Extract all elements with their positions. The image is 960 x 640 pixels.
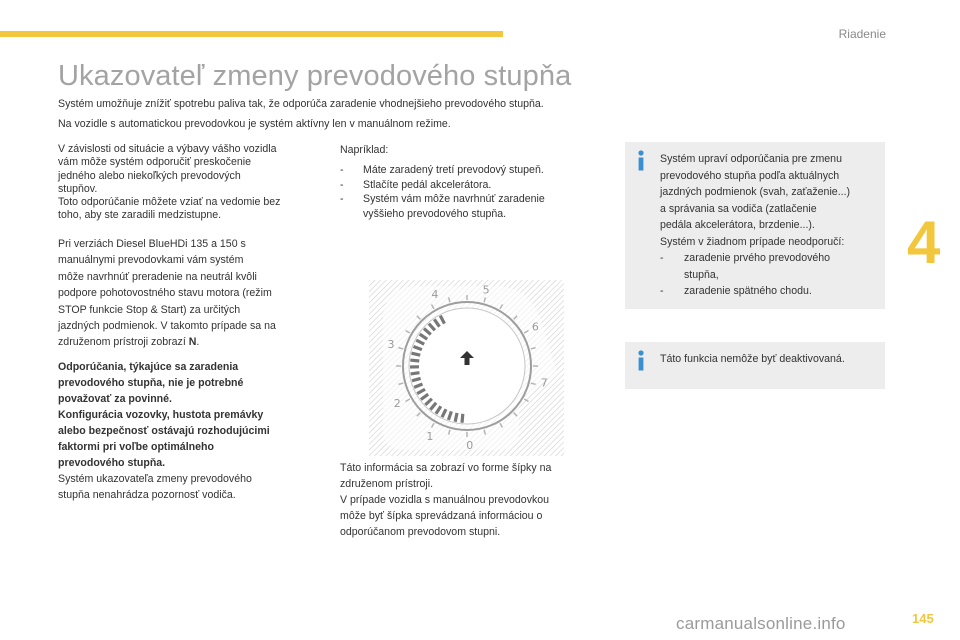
text-line: a správania sa vodiča (zatlačenie: [660, 202, 817, 215]
text-line: jazdných podmienok (svah, zaťaženie...): [660, 186, 851, 198]
info-box: [625, 342, 885, 389]
gauge-segment: [455, 413, 457, 422]
text-line: Systém ukazovateľa zmeny prevodového: [58, 473, 252, 485]
page-title: Ukazovateľ zmeny prevodového stupňa: [58, 60, 572, 92]
text-line: stupňa nenahrádza pozornosť vodiča.: [58, 489, 236, 501]
bold-line: Odporúčania, týkajúce sa zaradenia: [58, 361, 239, 373]
example-label: Napríklad:: [340, 144, 389, 156]
gear-shift-gauge-illustration: [369, 280, 564, 456]
bold-line: prevodového stupňa.: [58, 457, 166, 469]
info-text: Táto funkcia nemôže byť deaktivovaná.: [660, 353, 845, 365]
text-span: .: [196, 336, 200, 349]
gear-number: 5: [482, 283, 490, 297]
text-line: Táto informácia sa zobrazí vo forme šípky na: [340, 462, 552, 474]
text-line: vám môže systém odporučiť preskočenie: [58, 156, 251, 169]
text-line: stupňov.: [58, 182, 98, 195]
list-item: [660, 283, 880, 300]
neutral-gear-label: N: [188, 336, 197, 349]
info-icon: [635, 150, 647, 172]
text-line: Systém upraví odporúčania pre zmenu: [660, 153, 842, 165]
text-line: jazdných podmienok. V takomto prípade sa na: [58, 320, 276, 333]
list-text: zaradenie spätného chodu.: [684, 285, 812, 297]
bold-line: alebo bezpečnosť ostávajú rozhodujúcimi: [58, 425, 270, 437]
list-text: Máte zaradený tretí prevodový stupeň.: [363, 164, 544, 176]
gear-number: 4: [431, 287, 439, 301]
text-span: združenom prístroji zobrazí: [58, 336, 189, 349]
text-line: môže navrhnúť preradenie na neutrál kvôli: [58, 270, 257, 283]
text-paragraph: [58, 143, 320, 223]
text-line: jedného alebo niekoľkých prevodových: [58, 169, 241, 182]
list-item: [340, 163, 600, 178]
text-paragraph: [58, 236, 320, 351]
gear-number: 0: [466, 438, 474, 452]
gauge-segment: [411, 353, 420, 355]
bold-line: prevodového stupňa, nie je potrebné: [58, 377, 244, 389]
text-line: V závislosti od situácie a výbavy vášho vozidla: [58, 143, 277, 155]
warning-paragraph: [58, 359, 320, 503]
gauge-face: [409, 308, 525, 424]
info-icon: [635, 350, 647, 372]
list-item: [660, 267, 880, 284]
list-item: [660, 250, 880, 267]
gear-number: 1: [426, 429, 434, 443]
page-number: 145: [912, 611, 934, 626]
section-title: Riadenie: [838, 27, 886, 41]
info-box: [625, 142, 885, 309]
gear-number: 3: [387, 338, 395, 352]
info-text: [660, 151, 880, 300]
text-line: Systém v žiadnom prípade neodporučí:: [660, 235, 845, 248]
text-line: V prípade vozidla s manuálnou prevodovkou: [340, 494, 550, 506]
list-item: [340, 178, 600, 193]
watermark: carmanualsonline.info: [676, 614, 846, 633]
list-item: [340, 207, 600, 222]
gauge-segment: [411, 373, 420, 374]
list-text: zaradenie prvého prevodového: [684, 252, 831, 264]
list-dash: [340, 207, 363, 222]
text-line: [58, 334, 320, 350]
list-dash: [660, 267, 684, 284]
list-dash: -: [340, 178, 344, 191]
list-dash: -: [660, 252, 664, 264]
gear-number: 7: [540, 376, 548, 390]
intro-paragraph: Na vozidle s automatickou prevodovkou je systém aktívny len v manuálnom režime.: [58, 118, 451, 130]
chapter-number: 4: [907, 209, 941, 276]
gauge-segment: [412, 378, 421, 380]
list-text: vyššieho prevodového stupňa.: [363, 207, 507, 220]
text-paragraph: [340, 460, 600, 540]
bold-line: Konfigurácia vozovky, hustota premávky: [58, 409, 264, 421]
text-line: Toto odporúčanie môžete vziať na vedomie bez: [58, 196, 281, 209]
accent-bar: [0, 31, 503, 37]
list-text: Systém vám môže navrhnúť zaradenie: [363, 193, 545, 205]
text-line: prevodového stupňa podľa aktuálnych: [660, 169, 840, 182]
text-line: pedála akcelerátora, brzdenie...).: [660, 219, 815, 231]
text-line: môže byť šípka sprevádzaná informáciou o: [340, 510, 543, 522]
list-item: [340, 192, 600, 207]
intro-paragraph: Systém umožňuje znížiť spotrebu paliva tak, že odporúča zaradenie vhodnejšieho prevodového stupňa.: [58, 98, 544, 110]
gauge-segment: [410, 360, 419, 361]
list-dash: -: [340, 193, 344, 205]
text-line: odporúčanom prevodovom stupni.: [340, 526, 501, 538]
text-line: združenom prístroji.: [340, 478, 434, 490]
steps-list: [340, 163, 600, 221]
text-line: toho, aby ste zaradili medzistupne.: [58, 209, 222, 222]
text-line: podpore pohotovostného stavu motora (režim: [58, 287, 272, 300]
list-text: stupňa,: [684, 268, 719, 281]
gauge-segment: [462, 414, 463, 423]
list-dash: -: [340, 164, 344, 176]
gear-number: 2: [393, 397, 401, 411]
text-line: Pri verziách Diesel BlueHDi 135 a 150 s: [58, 238, 246, 250]
list-text: Stlačíte pedál akcelerátora.: [363, 178, 492, 191]
list-dash: -: [660, 285, 664, 297]
bold-line: považovať za povinné.: [58, 393, 172, 405]
text-line: STOP funkcie Stop & Start) za určitých: [58, 303, 241, 316]
text-line: manuálnymi prevodovkami vám systém: [58, 254, 244, 267]
bold-line: faktormi pri voľbe optimálneho: [58, 441, 214, 453]
gear-number: 6: [531, 320, 539, 334]
